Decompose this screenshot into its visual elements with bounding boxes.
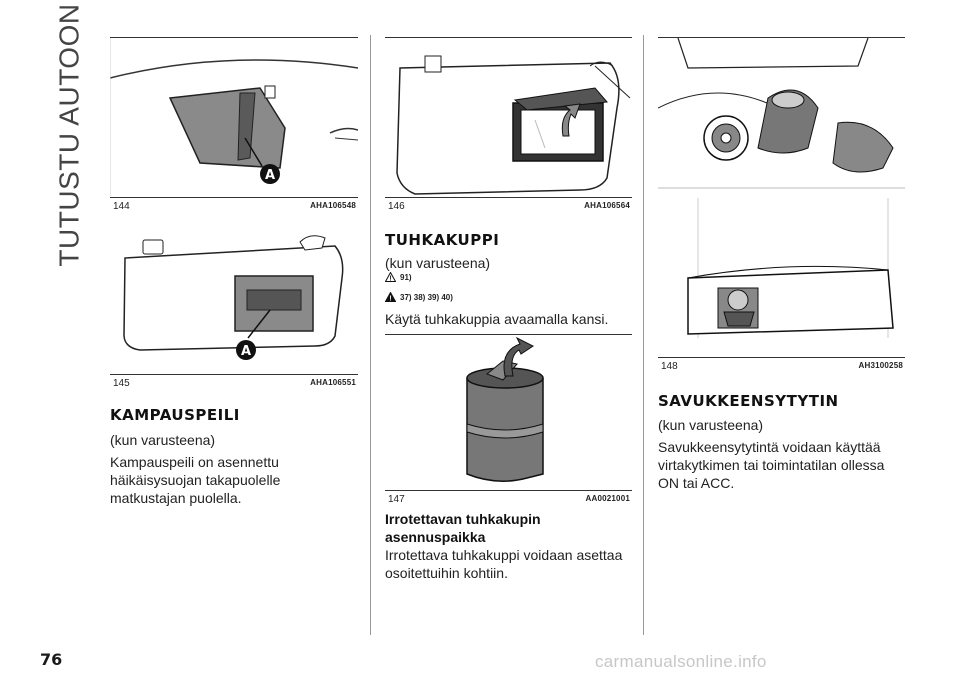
figure-caption xyxy=(388,201,630,212)
figure-caption-rule xyxy=(110,197,358,198)
figure-code: AHA106564 xyxy=(584,201,630,210)
section-body: Kampauspeili on asennettu häikäisysuojan takapuolelle matkustajan puolella. xyxy=(110,454,281,506)
svg-text:!: ! xyxy=(389,275,392,282)
figure-144-illustration xyxy=(110,38,358,196)
figure-code: AH3100258 xyxy=(858,361,903,370)
figure-code: AA0021001 xyxy=(585,494,630,503)
section-body: Savukkeensytytintä voidaan käyttää virtakytkimen tai toimintatilan ollessa ON tai ACC. xyxy=(658,439,885,491)
figure-number: 147 xyxy=(388,494,405,505)
subsection-heading: Irrotettavan tuhkakupin asennuspaikka xyxy=(385,511,541,545)
figure-caption-rule xyxy=(658,357,905,358)
section-heading-savukkeensytytin: SAVUKKEENSYTYTIN xyxy=(658,392,839,410)
figure-code: AHA106548 xyxy=(310,201,356,210)
site-watermark: carmanualsonline.info xyxy=(595,652,767,671)
figure-caption xyxy=(113,378,356,389)
section-body: Käytä tuhkakuppia avaamalla kansi. xyxy=(385,311,609,327)
figure-caption-rule xyxy=(385,197,632,198)
figure-top-rule xyxy=(385,334,632,335)
callout-label: A xyxy=(240,344,252,359)
warning-triangle-icon xyxy=(385,272,396,282)
section-subtitle: (kun varusteena) xyxy=(658,417,764,433)
section-subtitle: (kun varusteena) xyxy=(385,255,491,271)
figure-caption xyxy=(661,361,903,372)
figure-number: 144 xyxy=(113,201,130,212)
figure-number: 146 xyxy=(388,201,405,212)
side-section-title: TUTUSTU AUTOON xyxy=(54,3,85,267)
caution-triangle-icon xyxy=(385,292,396,302)
figure-number: 145 xyxy=(113,378,130,389)
page-number: 76 xyxy=(40,650,63,669)
figure-caption-rule xyxy=(385,490,632,491)
figure-code: AHA106551 xyxy=(310,378,356,387)
figure-number: 148 xyxy=(661,361,678,372)
subsection-body: Irrotettava tuhkakuppi voidaan asettaa osoitettuihin kohtiin. xyxy=(385,547,623,581)
figure-caption-rule xyxy=(110,374,358,375)
section-heading-tuhkakuppi: TUHKAKUPPI xyxy=(385,231,500,249)
svg-text:!: ! xyxy=(389,295,392,302)
section-subtitle: (kun varusteena) xyxy=(110,432,216,448)
figure-146-illustration xyxy=(385,38,632,196)
section-heading-kampauspeili: KAMPAUSPEILI xyxy=(110,406,240,424)
figure-caption xyxy=(388,494,630,505)
figure-148-illustration xyxy=(658,38,905,356)
caution-reference: ! 37) 38) 39) 40) xyxy=(385,292,453,302)
callout-label: A xyxy=(264,168,276,183)
figure-caption xyxy=(113,201,356,212)
figure-145-illustration xyxy=(110,218,358,373)
column-divider-1 xyxy=(370,35,371,635)
column-divider-2 xyxy=(643,35,644,635)
warning-reference: ! 91) xyxy=(385,272,412,282)
figure-147-illustration xyxy=(385,336,632,486)
